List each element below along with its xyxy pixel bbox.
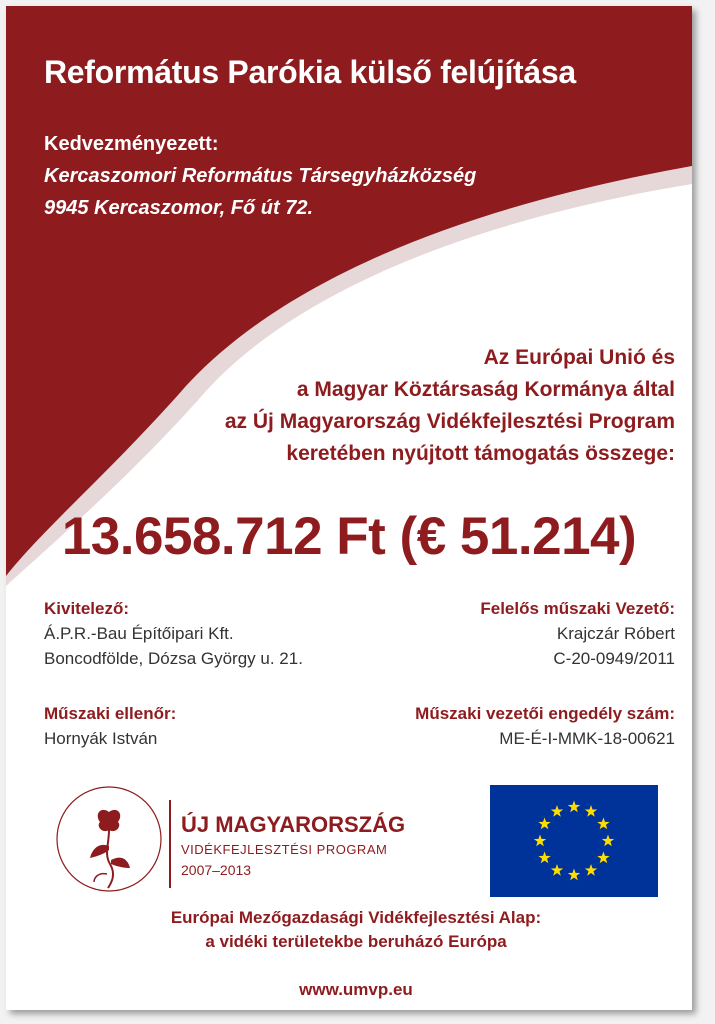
license-number: ME-É-I-MMK-18-00621 xyxy=(499,729,675,748)
eu-flag-icon xyxy=(490,785,658,897)
inspector-label: Műszaki ellenőr: xyxy=(44,704,177,723)
technical-manager-label: Felelős műszaki Vezető: xyxy=(480,599,675,618)
license-label: Műszaki vezetői engedély szám: xyxy=(415,704,675,723)
license-block xyxy=(415,701,675,751)
page-title: Református Parókia külső felújítása xyxy=(44,54,576,90)
inspector-name: Hornyák István xyxy=(44,729,158,748)
technical-manager-id: C-20-0949/2011 xyxy=(553,649,675,668)
program-logo-years: 2007–2013 xyxy=(181,862,252,878)
funding-line-3: az Új Magyarország Vidékfejlesztési Program xyxy=(224,410,675,433)
contractor-label: Kivitelező: xyxy=(44,599,130,618)
logo-divider xyxy=(169,800,171,888)
program-logo-subtitle: VIDÉKFEJLESZTÉSI PROGRAM xyxy=(181,842,388,857)
technical-manager-name: Krajczár Róbert xyxy=(556,624,675,643)
technical-manager-block xyxy=(480,596,675,671)
funding-text xyxy=(225,342,675,470)
beneficiary-name: Kercaszomori Református Társegyházközség xyxy=(44,165,477,187)
beneficiary-label: Kedvezményezett: xyxy=(44,133,219,155)
rose-emblem-icon xyxy=(54,784,164,894)
beneficiary-block xyxy=(44,128,476,224)
program-logo-title: ÚJ MAGYARORSZÁG xyxy=(181,812,406,837)
inspector-block xyxy=(44,701,176,751)
funding-line-4: keretében nyújtott támogatás összege: xyxy=(286,442,675,465)
support-amount: 13.658.712 Ft (€ 51.214) xyxy=(61,507,637,566)
fund-line-2: a vidéki területekbe beruházó Európa xyxy=(205,932,507,951)
fund-text xyxy=(6,906,692,954)
funding-line-1: Az Európai Unió és xyxy=(483,346,675,369)
beneficiary-address: 9945 Kercaszomor, Fő út 72. xyxy=(44,197,314,219)
contractor-block xyxy=(44,596,303,671)
funding-line-2: a Magyar Köztársaság Kormánya által xyxy=(296,378,675,401)
contractor-address: Boncodfölde, Dózsa György u. 21. xyxy=(44,649,303,668)
contractor-name: Á.P.R.-Bau Építőipari Kft. xyxy=(44,624,234,643)
website-link[interactable]: www.umvp.eu xyxy=(299,980,413,999)
poster xyxy=(6,6,692,1010)
fund-line-1: Európai Mezőgazdasági Vidékfejlesztési Alap: xyxy=(170,908,542,927)
